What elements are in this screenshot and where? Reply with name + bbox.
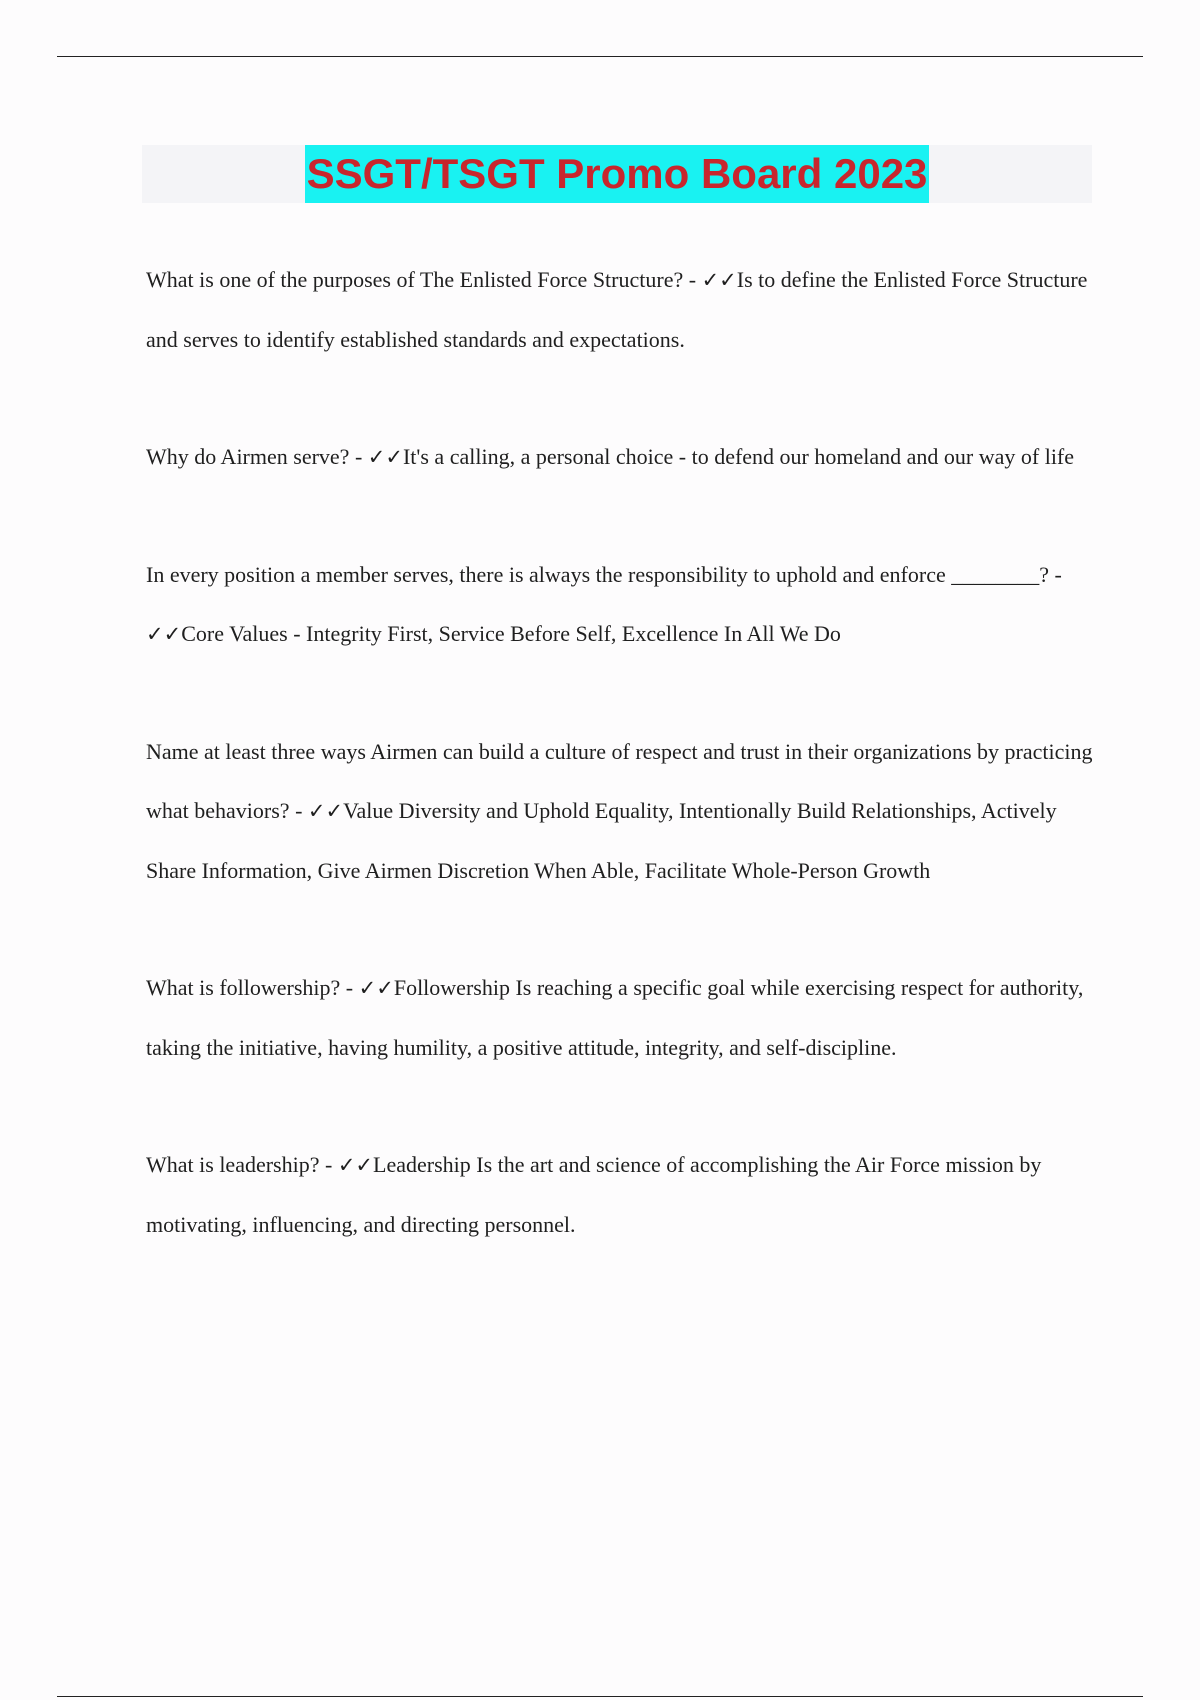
- checkmark-icon: ✓✓: [701, 268, 737, 292]
- page-title: SSGT/TSGT Promo Board 2023: [305, 145, 930, 203]
- qa-item: [146, 958, 1096, 1077]
- answer-text: It's a calling, a personal choice - to defend our homeland and our way of life: [402, 444, 1075, 469]
- checkmark-icon: ✓✓: [358, 976, 394, 1000]
- question-text: Why do Airmen serve?: [146, 444, 350, 469]
- separator: -: [683, 267, 702, 292]
- separator: -: [349, 444, 368, 469]
- question-text: In every position a member serves, there is always the responsibility to uphold and enforce ________?: [146, 562, 1049, 587]
- checkmark-icon: ✓✓: [146, 622, 182, 646]
- answer-text: Is to define the Enlisted Force Structure and serves to identify established standards and expectations.: [146, 267, 1088, 352]
- qa-item: [146, 722, 1096, 900]
- answer-text: Leadership Is the art and science of accomplishing the Air Force mission by motivating, influencing, and directing personnel.: [146, 1152, 1042, 1237]
- title-band: [142, 145, 1092, 203]
- qa-item: [146, 1135, 1096, 1254]
- footer-rule: [57, 1696, 1143, 1697]
- answer-text: Followership Is reaching a specific goal while exercising respect for authority, taking the initiative, having humility, a positive attitude, integrity, and self-discipline.: [146, 975, 1084, 1060]
- question-text: What is leadership?: [146, 1152, 320, 1177]
- header-rule: [57, 56, 1143, 57]
- qa-item: [146, 427, 1096, 487]
- question-text: What is followership?: [146, 975, 341, 1000]
- qa-list: [146, 250, 1096, 1312]
- question-text: What is one of the purposes of The Enlisted Force Structure?: [146, 267, 684, 292]
- question-text: Name at least three ways Airmen can build a culture of respect and trust in their organizations by practicing what behaviors?: [146, 739, 1093, 823]
- separator: -: [319, 1152, 338, 1177]
- separator: -: [1049, 562, 1062, 587]
- qa-item: [146, 545, 1096, 664]
- separator: -: [289, 798, 308, 823]
- checkmark-icon: ✓✓: [307, 799, 344, 823]
- separator: -: [340, 975, 359, 1000]
- answer-text: Value Diversity and Uphold Equality, Intentionally Build Relationships, Actively Share Information, Give Airmen Discretion When Able, Facilitate Whole-Person Growth: [146, 798, 1057, 883]
- answer-text: Core Values - Integrity First, Service Before Self, Excellence In All We Do: [181, 621, 841, 646]
- qa-item: [146, 250, 1096, 369]
- checkmark-icon: ✓✓: [367, 445, 403, 469]
- checkmark-icon: ✓✓: [337, 1153, 374, 1177]
